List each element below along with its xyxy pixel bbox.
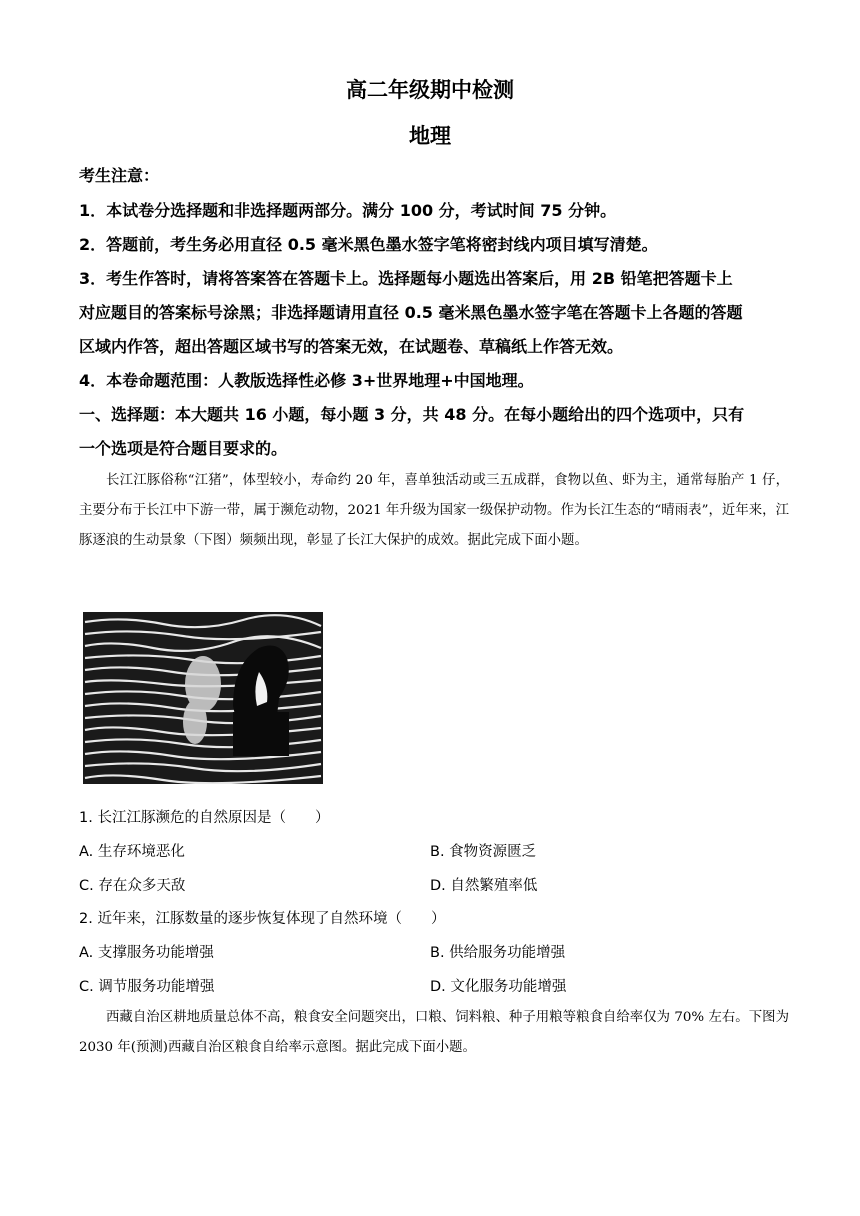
q2-option-b[interactable]: B. 供给服务功能增强: [430, 945, 566, 961]
q1-option-d[interactable]: D. 自然繁殖率低: [430, 878, 538, 894]
notice-item-4: 4．本卷命题范围：人教版选择性必修 3+世界地理+中国地理。: [79, 371, 534, 390]
notice-item-3-end: 区域内作答，超出答题区域书写的答案无效，在试题卷、草稿纸上作答无效。: [79, 337, 624, 356]
passage-porpoise: 长江江豚俗称“江猪”，体型较小，寿命约 20 年，喜单独活动或三五成群，食物以鱼、虾为主，通常每胎产 1 仔，主要分布于长江中下游一带，属于濒危动物，2021 年升级为国家一级保护动物。作为长江生态的“晴雨表”，近年来，江豚逐浪的生动景象（下图）频频出现，彰显了长江大保护的成效。据此完成下面小题。: [79, 473, 789, 548]
porpoise-photo-icon: [83, 612, 323, 784]
notice-item-1: 1．本试卷分选择题和非选择题两部分。满分 100 分，考试时间 75 分钟。: [79, 201, 617, 220]
passage-tibet-grain: 西藏自治区耕地质量总体不高，粮食安全问题突出，口粮、饲料粮、种子用粮等粮食自给率仅为 70% 左右。下图为 2030 年(预测)西藏自治区粮食自给率示意图。据此完成下面小题。: [79, 1010, 789, 1055]
notice-item-3: 3．考生作答时，请将答案答在答题卡上。选择题每小题选出答案后，用 2B 铅笔把答题卡上: [79, 269, 733, 288]
q2-option-a[interactable]: A. 支撑服务功能增强: [79, 945, 214, 961]
exam-title: 高二年级期中检测: [346, 78, 514, 102]
q1-option-b[interactable]: B. 食物资源匮乏: [430, 844, 537, 860]
notice-heading: 考生注意：: [79, 166, 160, 185]
q2-option-c[interactable]: C. 调节服务功能增强: [79, 979, 215, 995]
notice-item-2: 2．答题前，考生务必用直径 0.5 毫米黑色墨水签字笔将密封线内项目填写清楚。: [79, 235, 658, 254]
question-1-stem: 1. 长江江豚濒危的自然原因是（ ）: [79, 810, 330, 826]
q1-option-a[interactable]: A. 生存环境恶化: [79, 844, 185, 860]
section1-instructions: 一、选择题：本大题共 16 小题，每小题 3 分，共 48 分。在每小题给出的四个选项中，只有: [79, 405, 745, 424]
question-2-stem: 2. 近年来，江豚数量的逐步恢复体现了自然环境（ ）: [79, 911, 446, 927]
notice-item-3-cont: 对应题目的答案标号涂黑；非选择题请用直径 0.5 毫米黑色墨水签字笔在答题卡上各题的答题: [79, 303, 743, 322]
q1-option-c[interactable]: C. 存在众多天敌: [79, 878, 186, 894]
exam-subject: 地理: [409, 124, 451, 148]
q2-option-d[interactable]: D. 文化服务功能增强: [430, 979, 567, 995]
section1-instructions-cont: 一个选项是符合题目要求的。: [79, 439, 288, 458]
